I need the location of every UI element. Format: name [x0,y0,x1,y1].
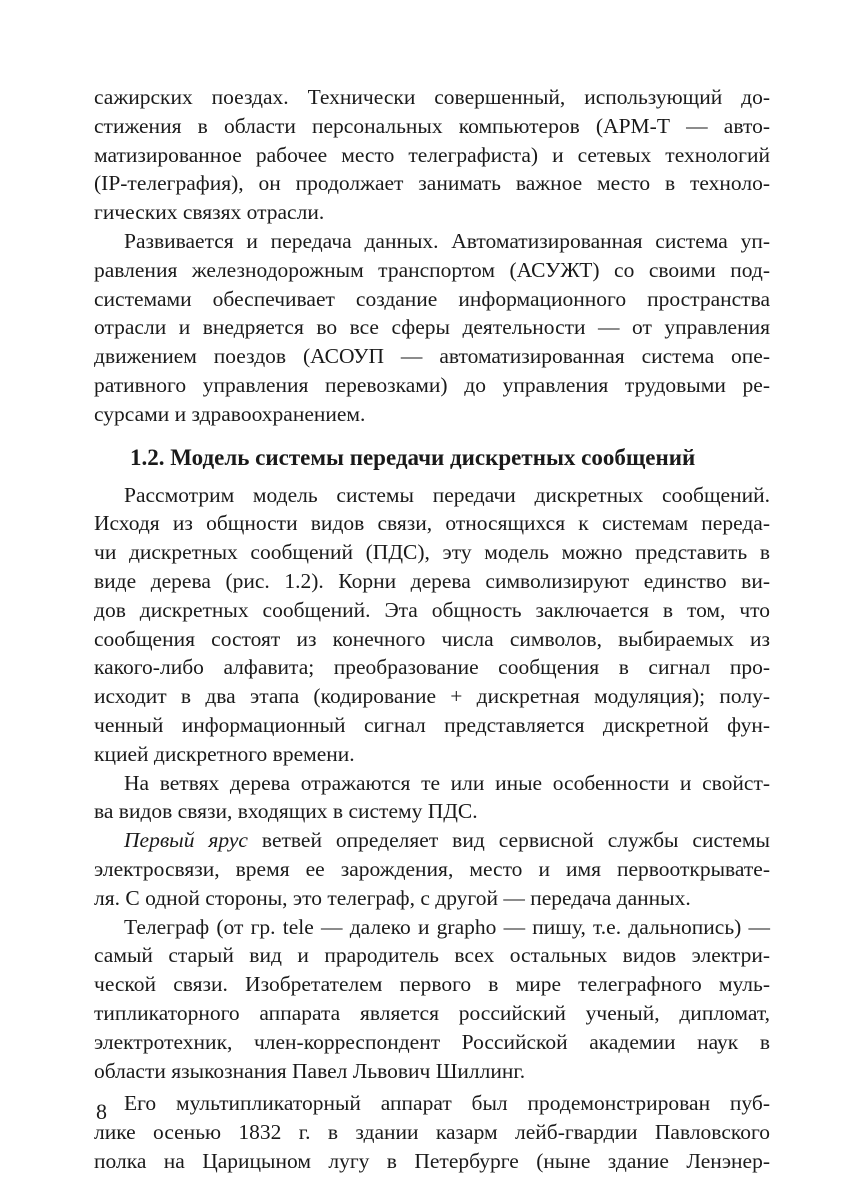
text-line: лике осенью 1832 г. в здании казарм лейб-гвардии Павловского [94,1120,770,1145]
text-line: Его мультипликаторный аппарат был продемонстрирован пуб- [124,1091,770,1116]
text-line: ля. С одной стороны, это телеграф, с другой — передача данных. [94,885,691,910]
paragraph [94,1089,770,1175]
text-line: Развивается и передача данных. Автоматизированная система уп- [124,228,770,253]
text-line: сажирских поездах. Технически совершенный, использующий до- [94,85,770,109]
paragraph [94,826,770,912]
text-line: гических связях отрасли. [94,200,325,225]
text-line: ративного управления перевозками) до управления трудовыми ре- [94,372,770,397]
text-line: самый старый вид и прародитель всех остальных видов электри- [94,943,770,968]
paragraph [94,227,770,429]
text-line: На ветвях дерева отражаются те или иные особенности и свойст- [124,770,770,795]
text-line: движением поездов (АСОУП — автоматизированная система опе- [94,344,770,369]
text-fragment: ветвей определяет вид сервисной службы системы [247,828,770,853]
text-line: электротехник, член-корреспондент Российской академии наук в [94,1029,770,1054]
text-line: ческой связи. Изобретателем первого в мире телеграфного муль- [94,972,770,997]
text-line: Исходя из общности видов связи, относящихся к системам переда- [94,511,770,536]
text-line: дов дискретных сообщений. Эта общность заключается в том, что [94,597,770,622]
text-line: системами обеспечивает создание информационного пространства [94,286,770,311]
italic-term: Первый ярус [124,828,248,853]
text-line: полка на Царицыном лугу в Петербурге (ныне здание Ленэнер- [94,1148,770,1173]
paragraph [94,481,770,769]
text-line: кцией дискретного времени. [94,741,355,766]
text-line: равления железнодорожным транспортом (АСУЖТ) со своими под- [94,257,770,282]
text-line: Телеграф (от гр. tele — далеко и grapho — пишу, т.е. дальнопись) — [124,914,770,939]
text-line: виде дерева (рис. 1.2). Корни дерева символизируют единство ви- [94,568,770,593]
page-body [94,83,770,1176]
text-line: чи дискретных сообщений (ПДС), эту модель можно представить в [94,540,770,565]
text-line: электросвязи, время ее зарождения, место и имя первооткрывате- [94,856,770,881]
text-line: исходит в два этапа (кодирование + дискретная модуляция); полу- [94,684,770,709]
text-line: матизированное рабочее место телеграфиста) и сетевых технологий [94,142,770,167]
text-line: какого-либо алфавита; преобразование сообщения в сигнал про- [94,655,770,680]
text-line: ва видов связи, входящих в систему ПДС. [94,799,478,824]
paragraph [94,83,770,227]
text-line: стижения в области персональных компьютеров (АРМ-Т — авто- [94,113,770,138]
text-line [94,826,770,855]
text-line: отрасли и внедряется во все сферы деятельности — от управления [94,315,770,340]
paragraph [94,769,770,827]
page-number: 8 [96,1099,107,1124]
text-line: (IP-телеграфия), он продолжает занимать важное место в техноло- [94,171,770,196]
text-line: ченный информационный сигнал представляется дискретной фун- [94,712,770,737]
paragraph [94,913,770,1086]
text-line: Рассмотрим модель системы передачи дискретных сообщений. [124,482,770,507]
text-line: области языкознания Павел Львович Шиллинг. [94,1058,526,1083]
text-line: типликаторного аппарата является российский ученый, дипломат, [94,1000,770,1025]
text-line: сурсами и здравоохранением. [94,401,366,426]
text-line: сообщения состоят из конечного числа символов, выбираемых из [94,626,770,651]
section-heading: 1.2. Модель системы передачи дискретных сообщений [130,444,696,470]
